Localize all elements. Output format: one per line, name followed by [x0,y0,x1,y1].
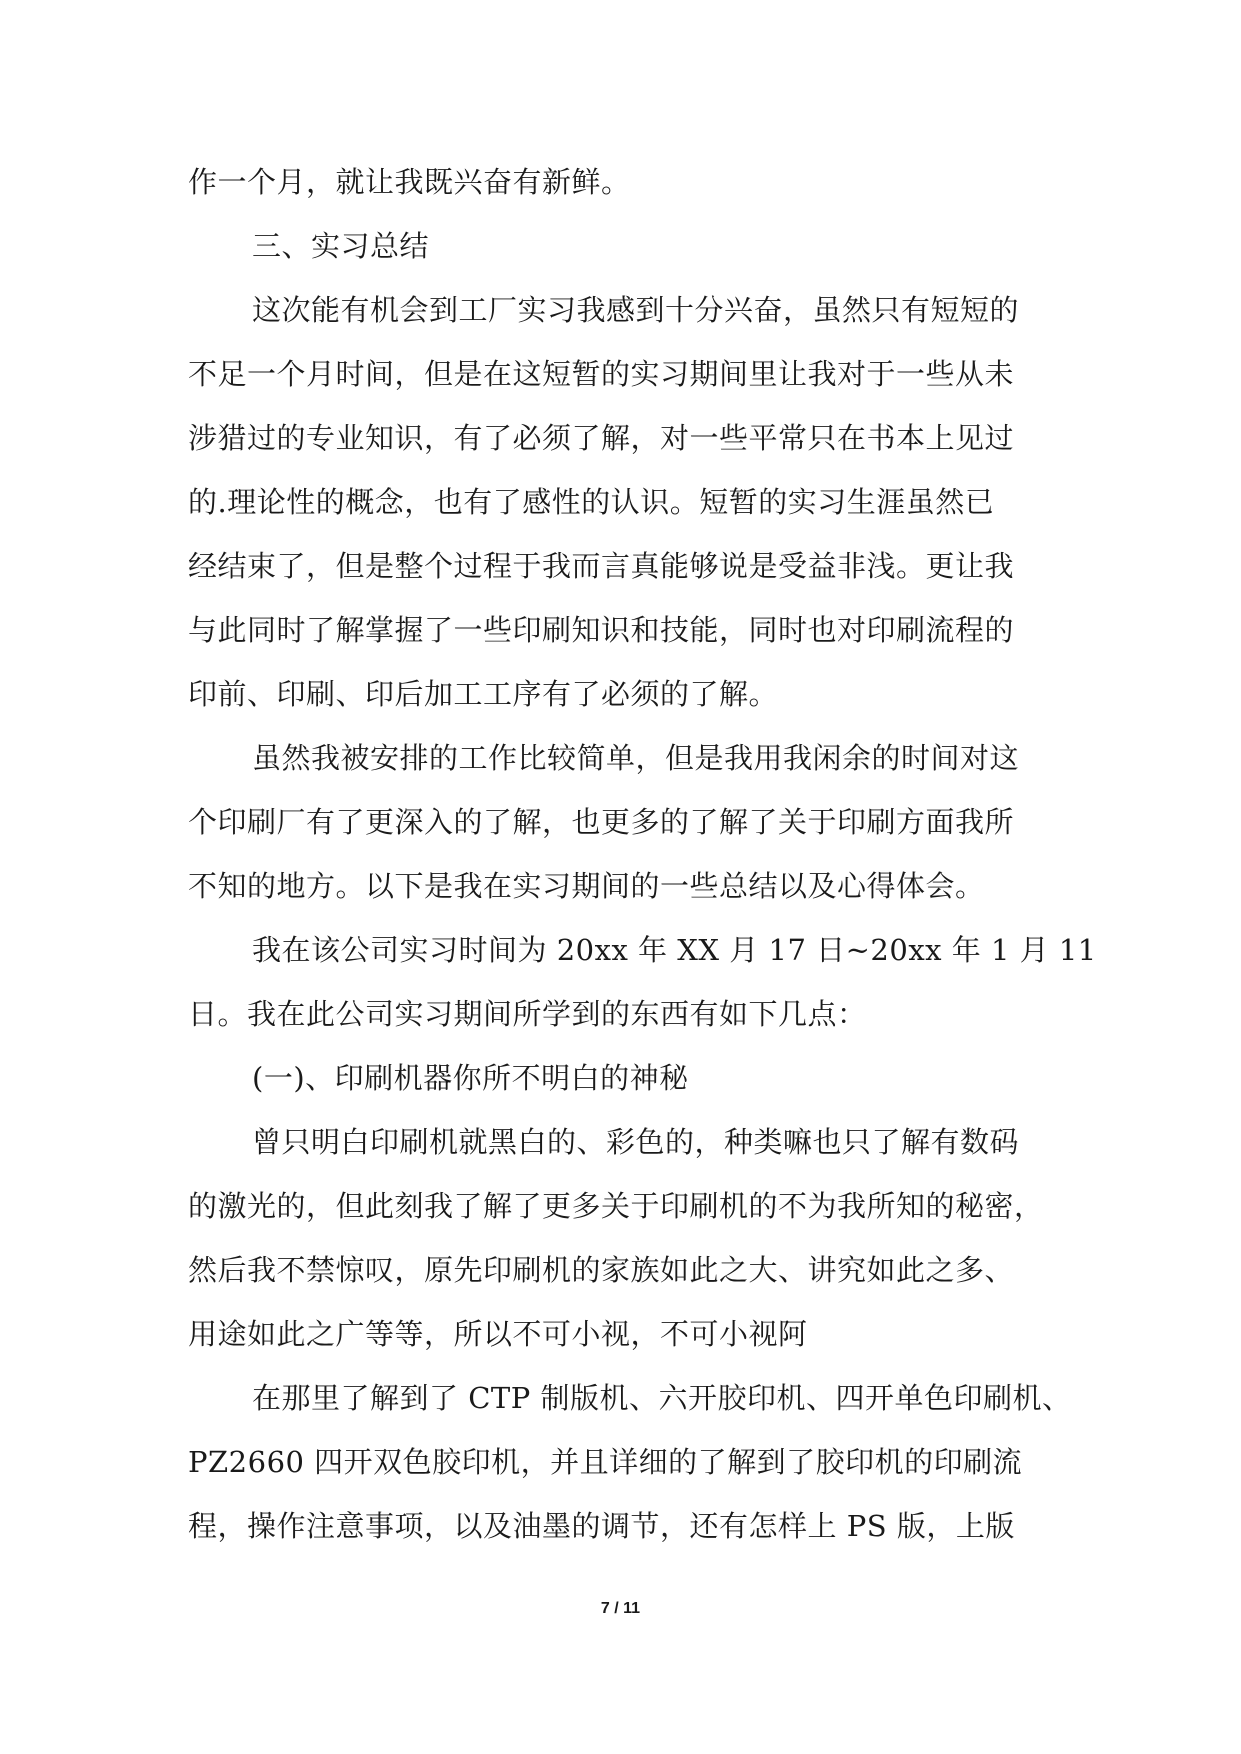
text-line: 程，操作注意事项，以及油墨的调节，还有怎样上 PS 版，上版 [188,1509,1015,1543]
text-line: 不知的地方。以下是我在实习期间的一些总结以及心得体会。 [188,869,985,903]
text-line: 个印刷厂有了更深入的了解，也更多的了解了关于印刷方面我所 [188,805,1015,839]
text-line: 不足一个月时间，但是在这短暂的实习期间里让我对于一些从未 [188,357,1015,391]
text-line: 涉猎过的专业知识，有了必须了解，对一些平常只在书本上见过 [188,421,1015,455]
text-line: 作一个月，就让我既兴奋有新鲜。 [188,165,631,199]
text-line: 的激光的，但此刻我了解了更多关于印刷机的不为我所知的秘密， [188,1189,1044,1223]
text-line: 然后我不禁惊叹，原先印刷机的家族如此之大、讲究如此之多、 [188,1253,1015,1287]
section-heading: 三、实习总结 [252,229,430,263]
text-line: 用途如此之广等等，所以不可小视，不可小视阿 [188,1317,808,1351]
page-number: 7 / 11 [600,1600,641,1617]
text-line: 我在该公司实习时间为 20xx 年 XX 月 17 日~20xx 年 1 月 11 [252,933,1097,967]
text-line: 虽然我被安排的工作比较简单，但是我用我闲余的时间对这 [252,741,1020,775]
text-line: 的.理论性的概念，也有了感性的认识。短暂的实习生涯虽然已 [188,485,995,519]
text-line: PZ2660 四开双色胶印机，并且详细的了解到了胶印机的印刷流 [188,1445,1023,1479]
text-line: 曾只明白印刷机就黑白的、彩色的，种类嘛也只了解有数码 [252,1125,1020,1159]
text-line: 这次能有机会到工厂实习我感到十分兴奋，虽然只有短短的 [252,293,1020,327]
text-line: 日。我在此公司实习期间所学到的东西有如下几点： [188,997,867,1031]
document-body [188,150,1097,1558]
text-line: 印前、印刷、印后加工工序有了必须的了解。 [188,677,779,711]
subsection-heading: (一)、印刷机器你所不明白的神秘 [252,1061,689,1095]
text-line: 在那里了解到了 CTP 制版机、六开胶印机、四开单色印刷机、 [252,1381,1072,1415]
text-line: 与此同时了解掌握了一些印刷知识和技能，同时也对印刷流程的 [188,613,1015,647]
text-line: 经结束了，但是整个过程于我而言真能够说是受益非浅。更让我 [188,549,1015,583]
